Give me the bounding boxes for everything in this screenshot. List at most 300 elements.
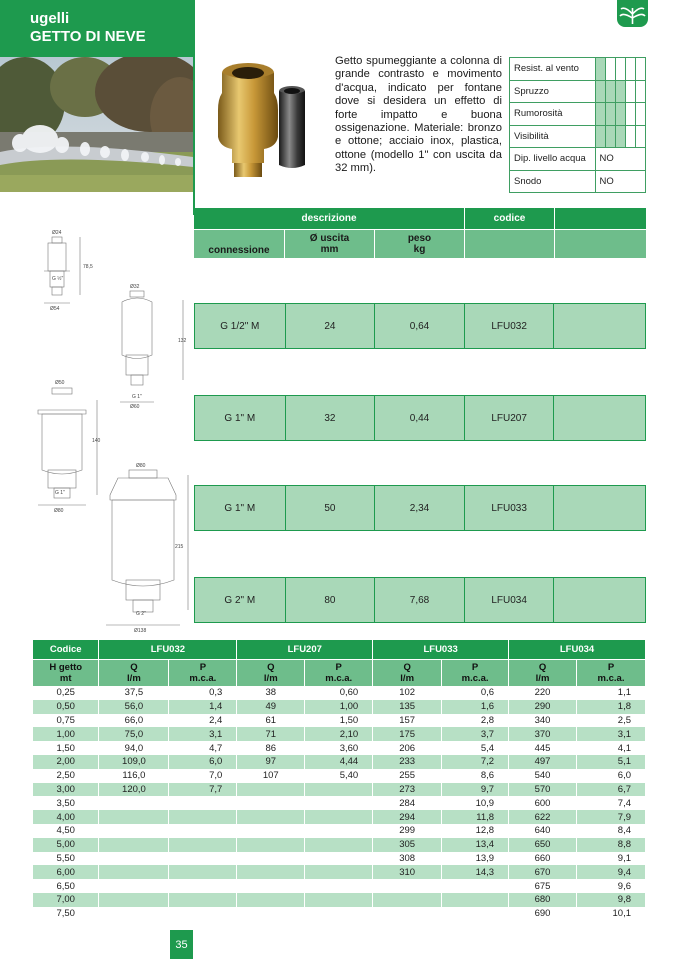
table-row [33,893,646,907]
h-getto-cell: 1,50 [33,741,99,755]
p-cell: 6,7 [577,783,646,797]
q-cell: 497 [509,755,577,769]
h-getto-cell: 3,50 [33,796,99,810]
rating-row [510,125,646,148]
q-cell: 116,0 [99,769,169,783]
p-cell: 8,6 [442,769,509,783]
dim-d3-thread: G 1" [55,490,65,496]
p-cell: 1,50 [305,714,373,728]
p-cell: 11,8 [442,810,509,824]
p-cell: 6,0 [577,769,646,783]
p-cell: 2,5 [577,714,646,728]
spec-extra [554,304,645,348]
h-getto-cell: 2,50 [33,769,99,783]
h-unit: mt [59,672,72,684]
q-cell: 38 [237,686,305,700]
col-p [305,659,373,686]
spec-peso: 2,34 [375,486,465,530]
q-cell: 206 [373,741,442,755]
dim-d3-bottom: Ø80 [54,508,64,514]
h-getto-cell: 0,50 [33,700,99,714]
p-cell: 8,4 [577,824,646,838]
rating-bar [606,58,616,81]
q-cell: 640 [509,824,577,838]
p-cell: 13,4 [442,838,509,852]
q-cell: 97 [237,755,305,769]
spec-row [194,303,646,349]
q-cell: 120,0 [99,783,169,797]
table-row [33,810,646,824]
page-title: GETTO DI NEVE [30,28,146,45]
spec-extra [554,486,645,530]
p-cell: 2,10 [305,727,373,741]
rating-bar [616,125,626,148]
spec-uscita: 32 [286,396,376,440]
dim-d4-height: 215 [175,544,184,550]
rating-label: Resist. al vento [510,58,596,81]
q-cell: 255 [373,769,442,783]
table-row [33,741,646,755]
col-p [169,659,237,686]
q-cell [237,893,305,907]
rating-bar [626,103,636,126]
p-cell: 1,8 [577,700,646,714]
h-label: H getto [49,661,83,673]
h-getto-cell: 6,50 [33,879,99,893]
p-label: P [335,661,342,673]
technical-drawings [0,225,194,640]
q-unit: l/m [535,672,550,684]
p-cell: 7,4 [577,796,646,810]
p-cell [305,810,373,824]
p-cell [305,893,373,907]
spec-codice: LFU032 [465,304,555,348]
col-peso [375,230,465,258]
col-q [237,659,305,686]
rating-bar [626,125,636,148]
p-cell: 12,8 [442,824,509,838]
col-q [373,659,442,686]
q-cell [237,852,305,866]
h-getto-cell: 4,00 [33,810,99,824]
h-getto-cell: 4,50 [33,824,99,838]
p-cell: 9,7 [442,783,509,797]
dim-d2-top: Ø32 [130,284,140,290]
spec-peso: 7,68 [375,578,465,622]
p-cell: 9,8 [577,893,646,907]
q-cell: 290 [509,700,577,714]
rating-row [510,58,646,81]
p-cell: 0,60 [305,686,373,700]
dim-d2-bottom: Ø60 [130,404,140,410]
h-getto-cell: 5,50 [33,852,99,866]
rating-value: NO [596,148,646,171]
p-cell: 3,7 [442,727,509,741]
q-label: Q [130,661,138,673]
rating-row [510,103,646,126]
q-cell: 294 [373,810,442,824]
p-cell: 1,4 [169,700,237,714]
dim-d3-height: 140 [92,438,101,444]
rating-label: Visibilità [510,125,596,148]
p-label: P [607,661,615,673]
p-cell: 1,6 [442,700,509,714]
q-label: Q [538,661,547,673]
q-cell: 690 [509,907,577,921]
spec-connessione: G 1" M [195,486,286,530]
table-row [33,714,646,728]
q-cell: 308 [373,852,442,866]
p-cell: 0,3 [169,686,237,700]
q-cell [237,810,305,824]
category-label: ugelli [30,10,70,27]
h-getto-cell: 5,00 [33,838,99,852]
q-cell: 305 [373,838,442,852]
q-cell [237,879,305,893]
q-label: Q [267,661,275,673]
q-cell [99,879,169,893]
p-cell: 5,40 [305,769,373,783]
rating-bar [606,80,616,103]
dim-d4-thread: G 2" [136,611,146,617]
rating-row [510,148,646,171]
performance-table-body [33,686,646,921]
q-cell [99,824,169,838]
rating-bar [636,58,646,81]
p-cell: 6,0 [169,755,237,769]
p-cell [305,907,373,921]
dim-d1-top: Ø24 [52,230,62,236]
page-number: 35 [170,930,193,959]
p-label: P [199,661,207,673]
rating-bar [616,80,626,103]
rating-bar [616,58,626,81]
p-cell: 13,9 [442,852,509,866]
rating-bar [606,125,616,148]
p-cell [305,783,373,797]
q-cell: 66,0 [99,714,169,728]
q-cell: 650 [509,838,577,852]
q-cell: 675 [509,879,577,893]
table-row [33,755,646,769]
section-header [0,0,193,57]
group-empty [555,208,646,229]
q-cell: 37,5 [99,686,169,700]
col-p [577,659,646,686]
q-cell [99,796,169,810]
p-cell: 4,7 [169,741,237,755]
spec-extra [554,578,645,622]
col-codice [465,230,555,258]
p-cell [169,824,237,838]
p-unit: m.c.a. [461,672,489,684]
rating-bar [596,80,606,103]
q-cell: 284 [373,796,442,810]
q-cell: 86 [237,741,305,755]
q-cell [99,838,169,852]
q-cell [99,865,169,879]
h-getto-cell: 6,00 [33,865,99,879]
model-header: LFU207 [237,640,373,659]
p-cell: 9,1 [577,852,646,866]
group-descrizione: descrizione [194,208,465,229]
spec-uscita: 24 [286,304,376,348]
p-cell: 14,3 [442,865,509,879]
dim-d3-top: Ø50 [55,380,65,386]
q-cell: 49 [237,700,305,714]
q-unit: l/m [263,672,278,684]
spec-connessione: G 1" M [195,396,286,440]
rating-label: Rumorosità [510,103,596,126]
spec-peso: 0,64 [375,304,465,348]
p-cell [305,852,373,866]
p-cell: 1,1 [577,686,646,700]
spec-codice: LFU207 [465,396,555,440]
col-peso-label: peso [407,233,432,244]
q-cell: 102 [373,686,442,700]
q-cell [237,865,305,879]
table-row [33,686,646,700]
p-cell: 4,1 [577,741,646,755]
q-cell: 445 [509,741,577,755]
table-row [33,769,646,783]
p-cell [305,838,373,852]
rating-row [510,80,646,103]
p-cell [169,907,237,921]
rating-bar [596,103,606,126]
h-getto-cell: 0,75 [33,714,99,728]
rating-bar [636,103,646,126]
dim-d4-top: Ø80 [136,463,146,469]
dim-d4-bottom: Ø138 [134,628,147,634]
q-cell: 273 [373,783,442,797]
p-cell [169,865,237,879]
q-cell: 340 [509,714,577,728]
q-cell [237,907,305,921]
rating-bar [626,80,636,103]
spec-uscita: 50 [286,486,376,530]
table-row [33,783,646,797]
q-cell: 220 [509,686,577,700]
product-photo [210,55,325,185]
col-uscita [285,230,375,258]
q-label: Q [403,661,411,673]
p-cell [169,852,237,866]
group-codice: codice [465,208,555,229]
q-unit: l/m [400,672,415,684]
q-cell: 622 [509,810,577,824]
rating-label: Spruzzo [510,80,596,103]
q-cell: 233 [373,755,442,769]
table-row [33,838,646,852]
rating-row [510,170,646,193]
q-cell: 61 [237,714,305,728]
table-row [33,852,646,866]
p-cell: 8,8 [577,838,646,852]
p-cell [169,879,237,893]
p-cell: 0,6 [442,686,509,700]
rating-label: Snodo [510,170,596,193]
spec-extra [554,396,645,440]
q-cell: 109,0 [99,755,169,769]
p-cell: 7,7 [169,783,237,797]
brand-logo [617,0,648,27]
dim-d1-height: 78,5 [83,264,93,270]
q-cell: 71 [237,727,305,741]
spec-table-header [194,208,646,258]
dim-d1-thread: G ½" [52,276,64,282]
table-row [33,907,646,921]
p-unit: m.c.a. [189,672,217,684]
p-cell [305,879,373,893]
h-getto-cell: 1,00 [33,727,99,741]
spec-uscita: 80 [286,578,376,622]
q-cell [237,796,305,810]
p-cell: 10,1 [577,907,646,921]
q-cell: 680 [509,893,577,907]
q-cell: 157 [373,714,442,728]
q-cell [237,824,305,838]
p-cell [169,796,237,810]
h-getto-cell: 7,00 [33,893,99,907]
p-cell: 9,4 [577,865,646,879]
p-cell: 3,1 [169,727,237,741]
q-cell [99,907,169,921]
p-unit: m.c.a. [597,672,625,684]
col-p [442,659,509,686]
q-cell: 107 [237,769,305,783]
p-unit: m.c.a. [325,672,353,684]
table-row [33,879,646,893]
p-cell: 5,4 [442,741,509,755]
p-cell [169,838,237,852]
q-unit: l/m [127,672,141,684]
h-getto-cell: 0,25 [33,686,99,700]
fountain-photo [0,57,193,192]
q-cell: 310 [373,865,442,879]
p-cell: 7,2 [442,755,509,769]
table-row [33,700,646,714]
header-divider [193,0,195,215]
spec-codice: LFU033 [465,486,555,530]
spec-row [194,577,646,623]
spec-row [194,485,646,531]
table-row [33,796,646,810]
q-cell [99,852,169,866]
q-cell: 660 [509,852,577,866]
product-description: Getto spumeggiante a colonna di grande contrasto e movimento d'acqua, indicato per fontane dove si desidera un effetto di forte impatto e buona ossigenazione. Materiale: bronzo e ottone; acciaio inox, plastica, ottone (modello 1" con uscita da 32 mm). [335,55,502,175]
p-cell [305,796,373,810]
q-cell [373,907,442,921]
dim-d2-height: 132 [178,338,187,344]
col-uscita-unit: mm [320,244,339,255]
p-cell: 2,4 [169,714,237,728]
model-header: LFU033 [373,640,509,659]
spec-codice: LFU034 [465,578,555,622]
p-cell [305,865,373,879]
q-cell [373,879,442,893]
q-cell: 570 [509,783,577,797]
p-cell: 2,8 [442,714,509,728]
q-cell: 600 [509,796,577,810]
q-cell: 56,0 [99,700,169,714]
spec-peso: 0,44 [375,396,465,440]
p-cell [169,893,237,907]
performance-table [33,640,646,921]
model-header: LFU034 [509,640,646,659]
table-row [33,865,646,879]
spec-row [194,395,646,441]
p-cell [442,879,509,893]
rating-bar [636,80,646,103]
table-row [33,824,646,838]
rating-value: NO [596,170,646,193]
dim-d1-bottom: Ø54 [50,306,60,312]
col-uscita-label: Ø uscita [309,233,350,244]
col-q [99,659,169,686]
q-cell [99,810,169,824]
p-cell: 10,9 [442,796,509,810]
p-cell: 9,6 [577,879,646,893]
rating-bar [616,103,626,126]
col-q [509,659,577,686]
col-codice: Codice [33,640,99,659]
h-getto-cell: 3,00 [33,783,99,797]
rating-label: Dip. livello acqua [510,148,596,171]
q-cell: 135 [373,700,442,714]
p-cell: 5,1 [577,755,646,769]
col-extra [555,230,646,258]
q-cell [373,893,442,907]
model-header: LFU032 [99,640,237,659]
q-cell: 299 [373,824,442,838]
p-label: P [471,661,479,673]
p-cell [305,824,373,838]
q-cell: 175 [373,727,442,741]
rating-bar [596,58,606,81]
q-cell: 370 [509,727,577,741]
q-cell [99,893,169,907]
p-cell [442,893,509,907]
p-cell: 1,00 [305,700,373,714]
rating-bar [596,125,606,148]
q-cell: 75,0 [99,727,169,741]
p-cell [442,907,509,921]
p-cell: 4,44 [305,755,373,769]
q-cell [237,838,305,852]
q-cell: 540 [509,769,577,783]
h-getto-cell: 2,00 [33,755,99,769]
rating-bar [606,103,616,126]
col-connessione: connessione [194,230,285,258]
q-cell [237,783,305,797]
rating-bar [636,125,646,148]
rating-bar [626,58,636,81]
q-cell: 670 [509,865,577,879]
p-cell: 7,0 [169,769,237,783]
col-h-getto [33,659,99,686]
dim-d2-thread: G 1" [132,394,142,400]
spec-connessione: G 2" M [195,578,286,622]
p-cell: 3,60 [305,741,373,755]
p-cell [169,810,237,824]
ratings-table [509,57,646,193]
p-cell: 3,1 [577,727,646,741]
p-cell: 7,9 [577,810,646,824]
spec-connessione: G 1/2" M [195,304,286,348]
col-peso-unit: kg [413,244,426,255]
h-getto-cell: 7,50 [33,907,99,921]
